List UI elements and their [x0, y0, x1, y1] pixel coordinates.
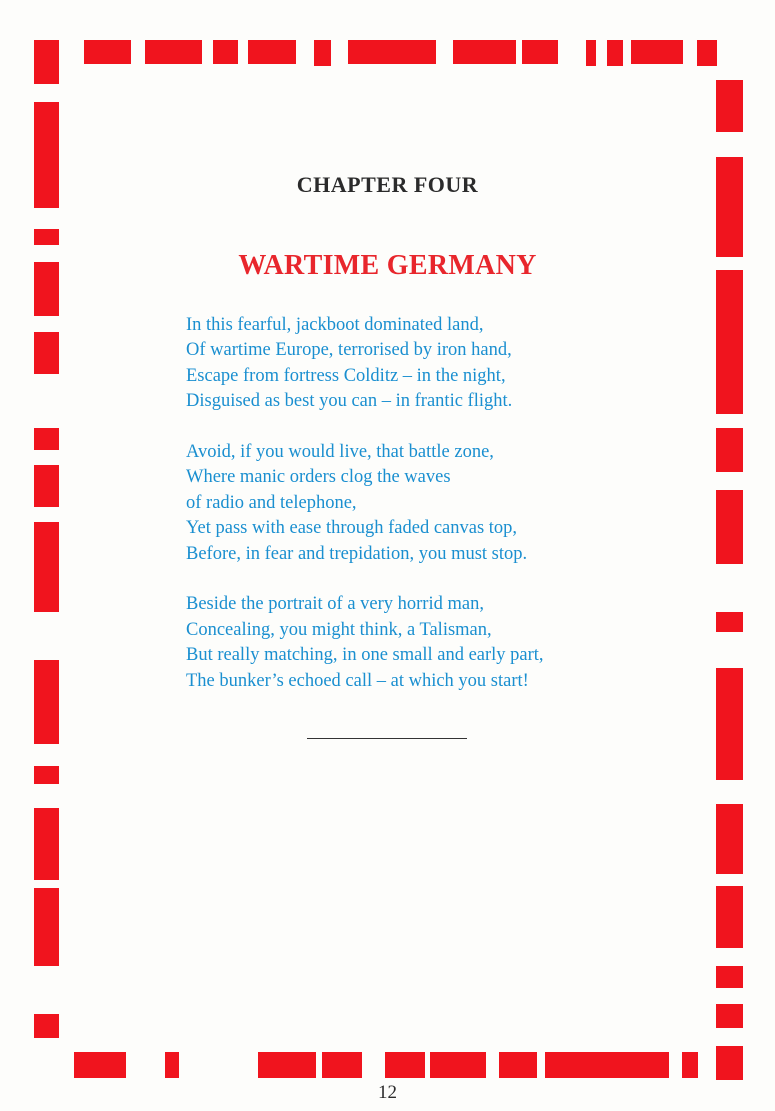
poem-line: of radio and telephone,: [186, 492, 357, 513]
border-segment: [34, 660, 59, 744]
poem-line: Avoid, if you would live, that battle zone,: [186, 442, 494, 463]
border-segment: [430, 1052, 486, 1078]
border-segment: [716, 804, 743, 874]
poem-line: Of wartime Europe, terrorised by iron hand,: [186, 340, 512, 361]
border-segment: [716, 80, 743, 132]
poem-line: Escape from fortress Colditz – in the night,: [186, 365, 506, 386]
border-segment: [213, 40, 238, 64]
border-segment: [34, 888, 59, 966]
border-segment: [385, 1052, 425, 1078]
poem: [186, 313, 606, 694]
border-segment: [545, 1052, 669, 1078]
border-segment: [165, 1052, 179, 1078]
border-segment: [716, 612, 743, 632]
border-segment: [682, 1052, 698, 1078]
poem-line: Disguised as best you can – in frantic flight.: [186, 391, 513, 412]
border-segment: [716, 1004, 743, 1028]
border-segment: [34, 1014, 59, 1038]
border-segment: [522, 40, 558, 64]
border-segment: [34, 229, 59, 245]
border-segment: [34, 332, 59, 374]
border-segment: [348, 40, 436, 64]
border-segment: [314, 40, 331, 66]
border-segment: [34, 522, 59, 612]
chapter-title: WARTIME GERMANY: [238, 250, 537, 281]
border-segment: [34, 808, 59, 880]
border-segment: [716, 668, 743, 780]
poem-line: Where manic orders clog the waves: [186, 467, 451, 488]
poem-stanza: [186, 440, 606, 567]
border-segment: [248, 40, 296, 64]
poem-line: But really matching, in one small and early part,: [186, 645, 544, 666]
border-segment: [258, 1052, 316, 1078]
border-segment: [34, 465, 59, 507]
poem-line: Before, in fear and trepidation, you must stop.: [186, 543, 528, 564]
border-segment: [453, 40, 516, 64]
page-number: 12: [378, 1082, 397, 1103]
border-segment: [716, 270, 743, 414]
border-segment: [34, 428, 59, 450]
border-segment: [716, 1046, 743, 1080]
border-segment: [631, 40, 683, 64]
border-segment: [586, 40, 596, 66]
border-segment: [499, 1052, 537, 1078]
border-segment: [716, 428, 743, 472]
poem-stanza: [186, 592, 606, 694]
poem-line: Beside the portrait of a very horrid man,: [186, 594, 484, 615]
border-segment: [697, 40, 717, 66]
poem-line: Concealing, you might think, a Talisman,: [186, 619, 492, 640]
border-segment: [84, 40, 131, 64]
border-segment: [34, 40, 59, 84]
chapter-heading: CHAPTER FOUR: [296, 172, 479, 197]
poem-stanza: [186, 313, 606, 415]
border-segment: [74, 1052, 126, 1078]
poem-line: In this fearful, jackboot dominated land,: [186, 315, 484, 335]
border-segment: [145, 40, 202, 64]
border-segment: [34, 766, 59, 784]
border-segment: [716, 886, 743, 948]
poem-line: Yet pass with ease through faded canvas top,: [186, 518, 518, 539]
border-segment: [716, 966, 743, 988]
border-segment: [322, 1052, 362, 1078]
border-segment: [716, 490, 743, 564]
border-segment: [607, 40, 623, 66]
poem-line: The bunker’s echoed call – at which you start!: [186, 670, 529, 691]
divider-rule: [307, 738, 467, 739]
